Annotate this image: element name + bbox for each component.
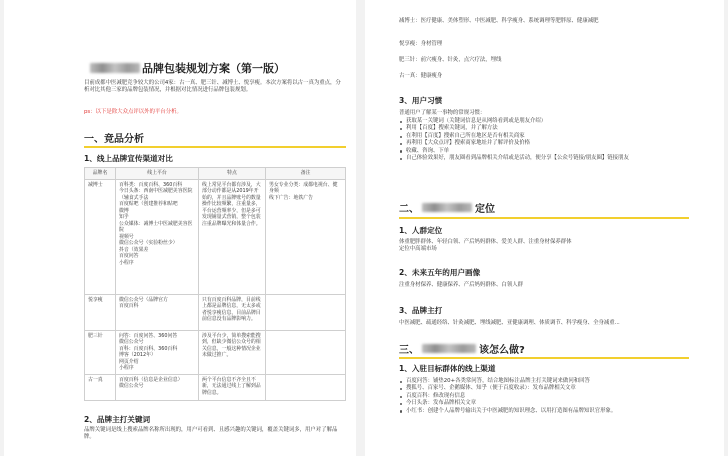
habit-list — [399, 118, 689, 162]
cell-platform: 百度百科（信息是企业信息） 微信公众号 — [116, 374, 199, 400]
keywords-paragraph: 品牌关键词是线上搜索品牌名称所出现的，用户可看到、且感兴趣的关键词，覆盖关键词多，用户对了解品牌。 — [84, 427, 338, 441]
table-row — [85, 294, 346, 330]
section-heading-action: 三、 该怎么做? — [399, 345, 525, 356]
section-divider — [84, 146, 346, 148]
list-item: 收藏、咨询、下单 — [399, 148, 689, 155]
brand-focus-text: 中医减肥、疏通经络、针灸减肥、埋线减肥、亚健康调理、体质调节、科学瘦身、全身减重... — [399, 320, 620, 326]
cell-platform: 百科类：百度百科、360百科 今日头条：西南中医减肥美容医院（辅食式手法 百度贴吧（创建推荐和贴吧 微博 知乎 公众媒体：减博士中医减肥美容医院 视频号 微信公众号（实验粉丝少） 抖音（效果差 百度问答 小程序 — [116, 179, 199, 294]
subheading-keywords: 2、品牌主打关键词 — [84, 415, 151, 424]
list-item: 获取某一关键词（关键词信息是从网络看到或是朋友介绍） — [399, 118, 689, 125]
keyword-line: 古一真：健康瘦身 — [399, 73, 443, 79]
keyword-line: 悦享瘦：身材管理 — [399, 41, 443, 47]
cell-feature: 只有百度百科品牌，目前线上都是品牌信息，无太多或者悦享瘦信息，目前品牌目前信息没有品牌影响力。 — [199, 294, 266, 330]
redacted-brand-name — [90, 63, 140, 73]
audience-text: 体重肥胖群体、年轻白领、产后妈妈群体、爱美人群、注重身材保养群体 定位中高端市场 — [399, 239, 572, 253]
cell-brand: 减博士 — [85, 179, 116, 294]
action-list — [399, 378, 699, 415]
section-heading-competitor: 一、竞品分析 — [84, 134, 144, 145]
intro-paragraph: 目前成都中医减肥竞争较大的公司4家：古一真、肥三针、减博士、悦享瘦。本次方案将以古一真为重点，分析对比其他三家的品牌包装情况，并根据对比情况进行品牌包装规划。 — [84, 80, 341, 94]
doc-title-text: 品牌包装规划方案（第一版） — [142, 62, 285, 75]
cell-note: 男女专业分类：成都电视台、健身频 线下广告：地铁广告 — [266, 179, 346, 294]
table-row — [85, 374, 346, 400]
doc-title — [90, 60, 285, 76]
persona-text: 注重身材保养、健康保养、产后妈妈群体、白领人群 — [399, 282, 523, 288]
section-divider — [399, 357, 689, 359]
subheading-persona: 2、未来五年的用户画像 — [399, 268, 481, 277]
cell-brand: 悦享瘦 — [85, 294, 116, 330]
list-item: 再利用【大众点评】搜索商家地址并了解评价及价格 — [399, 140, 689, 147]
cell-platform: 问答：百度问答、360问答 微信公众号 百科：百度百科、360百科 博客（2012年） 网页介绍 小程序 — [116, 330, 199, 374]
redacted-brand-name — [422, 344, 476, 353]
section-heading-positioning: 二、 定位 — [399, 204, 495, 215]
cell-note — [266, 330, 346, 374]
redacted-brand-name — [422, 203, 472, 212]
col-header-feature: 特点 — [199, 168, 266, 180]
keyword-line: 减博士：医疗健康、美体塑形、中医减肥、科学瘦身、系统调理等肥胖原、健康减肥 — [399, 18, 599, 24]
list-item: 小红书：创建个人品牌号输出关于中医减肥的知识理念、以用打造图有品牌知识官形象。 — [399, 408, 699, 415]
table-row — [85, 179, 346, 294]
ps-note: ps：以下是除大众点评以外的平台分析。 — [84, 109, 182, 115]
subheading-user-habits: 3、用户习惯 — [399, 96, 443, 105]
list-item: 百度百科：修改现有信息 — [399, 393, 699, 400]
list-item: 今日头条：发布品牌相关文章 — [399, 400, 699, 407]
habit-intro: 普通用户了解某一事物的常规习惯： — [399, 110, 486, 116]
cell-note — [266, 294, 346, 330]
list-item: 自己体验效果好，朋友圈看到品牌相关介绍或是活动，便分享【公众号链接/朋友圈】链接朋友 — [399, 155, 689, 162]
table-header-row — [85, 168, 346, 180]
cell-feature: 两个平台信息不齐全且不新，无法通过线上了解到品牌信息。 — [199, 374, 266, 400]
list-item: 在利用【百度】搜索自己所在地区是否有相关商家 — [399, 133, 689, 140]
table-row — [85, 330, 346, 374]
subheading-audience: 1、人群定位 — [399, 226, 443, 235]
subheading-channels-entry: 1、入驻目标群体的线上渠道 — [399, 364, 496, 373]
document-page-right — [365, 0, 724, 456]
subheading-brand-focus: 3、品牌主打 — [399, 306, 443, 315]
cell-platform: 微信公众号（品牌官方 百度百科 — [116, 294, 199, 330]
list-item: 利用【百度】搜索关键词，并了解方法 — [399, 125, 689, 132]
col-header-note: 备注 — [266, 168, 346, 180]
cell-note — [266, 374, 346, 400]
competitor-table — [84, 167, 346, 401]
cell-brand: 肥三针 — [85, 330, 116, 374]
list-item: 百度问答：铺垫20+各类常问答，结合地图标注品牌主打关键词来做问和回答 — [399, 378, 699, 385]
cell-feature: 涉及平台少，简单搜索能搜到，但缺少微信公众号的相关信息，一般这种情况企业未做过推广。 — [199, 330, 266, 374]
subheading-channels: 1、线上品牌宣传渠道对比 — [84, 154, 173, 163]
col-header-brand: 品牌名 — [85, 168, 116, 180]
document-page-left — [4, 0, 356, 456]
list-item: 搜狐号、百家号、企鹅媒体、知乎（便于百度收录）：发布品牌相关文章 — [399, 385, 699, 392]
keyword-line: 肥三针：前穴瘦身、针灸，点穴疗法，埋线 — [399, 57, 502, 63]
cell-brand: 古一真 — [85, 374, 116, 400]
section-divider — [399, 217, 689, 219]
col-header-platform: 线上平台 — [116, 168, 199, 180]
cell-feature: 线上常见平台都有涉及，大部分动作都是从2019年开始的，并且品牌账号的数量操作比较频繁，注重量多，平台运营频率少，但是多可发现铺量式营销，整个包装注重品牌曝光和体量合作。 — [199, 179, 266, 294]
